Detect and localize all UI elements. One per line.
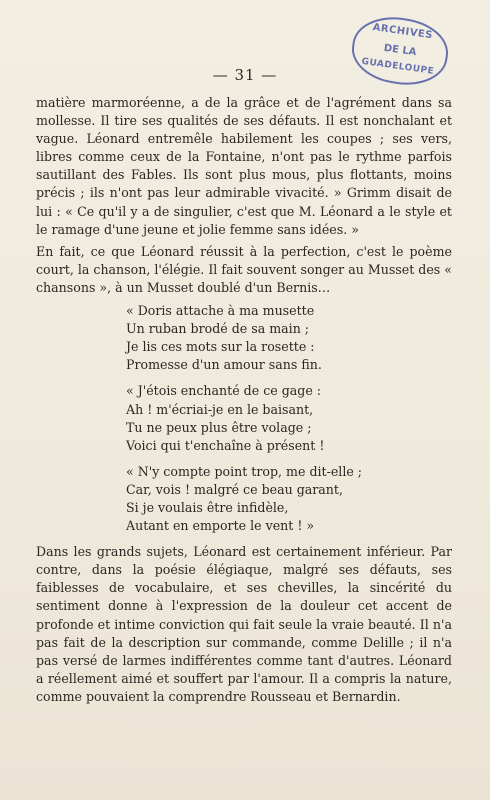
poem-line: « Doris attache à ma musette bbox=[126, 303, 315, 319]
page-body bbox=[36, 94, 452, 706]
stamp-line-1: ARCHIVES bbox=[371, 22, 434, 42]
paragraph-3: Dans les grands sujets, Léonard est certainement inférieur. Par contre, dans la poésie élégiaque, malgré ses défauts, ses faiblesses de vocabulaire, et ses chevilles, la sincérité du sentiment donne à l'expression de la douleur cet accent de profonde et intime conviction qui fait seule la vraie beauté. Il n'a pas fait de la description sur commande, comme Delille ; il n'a pas versé de larmes indifférentes comme tant d'autres. Léonard a réellement aimé et souffert par l'amour. Il a compris la nature, comme pouvaient la comprendre Rousseau et Bernardin. bbox=[36, 544, 452, 704]
poem-stanza-3 bbox=[126, 463, 452, 535]
poem-line: Je lis ces mots sur la rosette : bbox=[126, 339, 315, 355]
poem-line: Un ruban brodé de sa main ; bbox=[126, 321, 310, 337]
page-number: — 31 — bbox=[212, 66, 278, 84]
stamp-line-3: GUADELOUPE bbox=[360, 56, 435, 77]
poem-line: Tu ne peux plus être volage ; bbox=[126, 419, 312, 435]
paragraph-1: matière marmoréenne, a de la grâce et de l'agrément dans sa mollesse. Il tire ses qualités de ses défauts. Il est nonchalant et vague. Léonard entremêle habilement les coupes ; ses vers, libres comme ceux de la Fontaine, n'ont pas le rythme parfois sautillant des Fables. Ils sont plus mous, plus flottants, moins précis ; ils n'ont pas leur admirable vivacité. » Grimm disait de lui : « Ce qu'il y a de singulier, c'est que M. Léonard a le style et le ramage d'une jeune et jolie femme sans idées. » bbox=[36, 95, 452, 237]
poem-stanza-1 bbox=[126, 302, 452, 374]
poem-line: Ah ! m'écriai-je en le baisant, bbox=[126, 401, 314, 417]
poem-line: « J'étois enchanté de ce gage : bbox=[126, 383, 322, 399]
paragraph-2: En fait, ce que Léonard réussit à la perfection, c'est le poème court, la chanson, l'élégie. Il fait souvent songer au Musset des « chansons », à un Musset doublé d'un Bernis… bbox=[36, 243, 452, 295]
stamp-line-2: DE LA bbox=[383, 42, 418, 59]
poem-stanza-2 bbox=[126, 382, 452, 454]
poem-line: Autant en emporte le vent ! » bbox=[126, 518, 315, 534]
poem-line: Promesse d'un amour sans fin. bbox=[126, 357, 322, 373]
poem-line: Si je voulais être infidèle, bbox=[126, 499, 289, 515]
poem-line: Car, vois ! malgré ce beau garant, bbox=[126, 481, 343, 497]
poem bbox=[126, 302, 452, 535]
poem-line: « N'y compte point trop, me dit-elle ; bbox=[126, 463, 363, 479]
poem-line: Voici qui t'enchaîne à présent ! bbox=[126, 437, 325, 453]
